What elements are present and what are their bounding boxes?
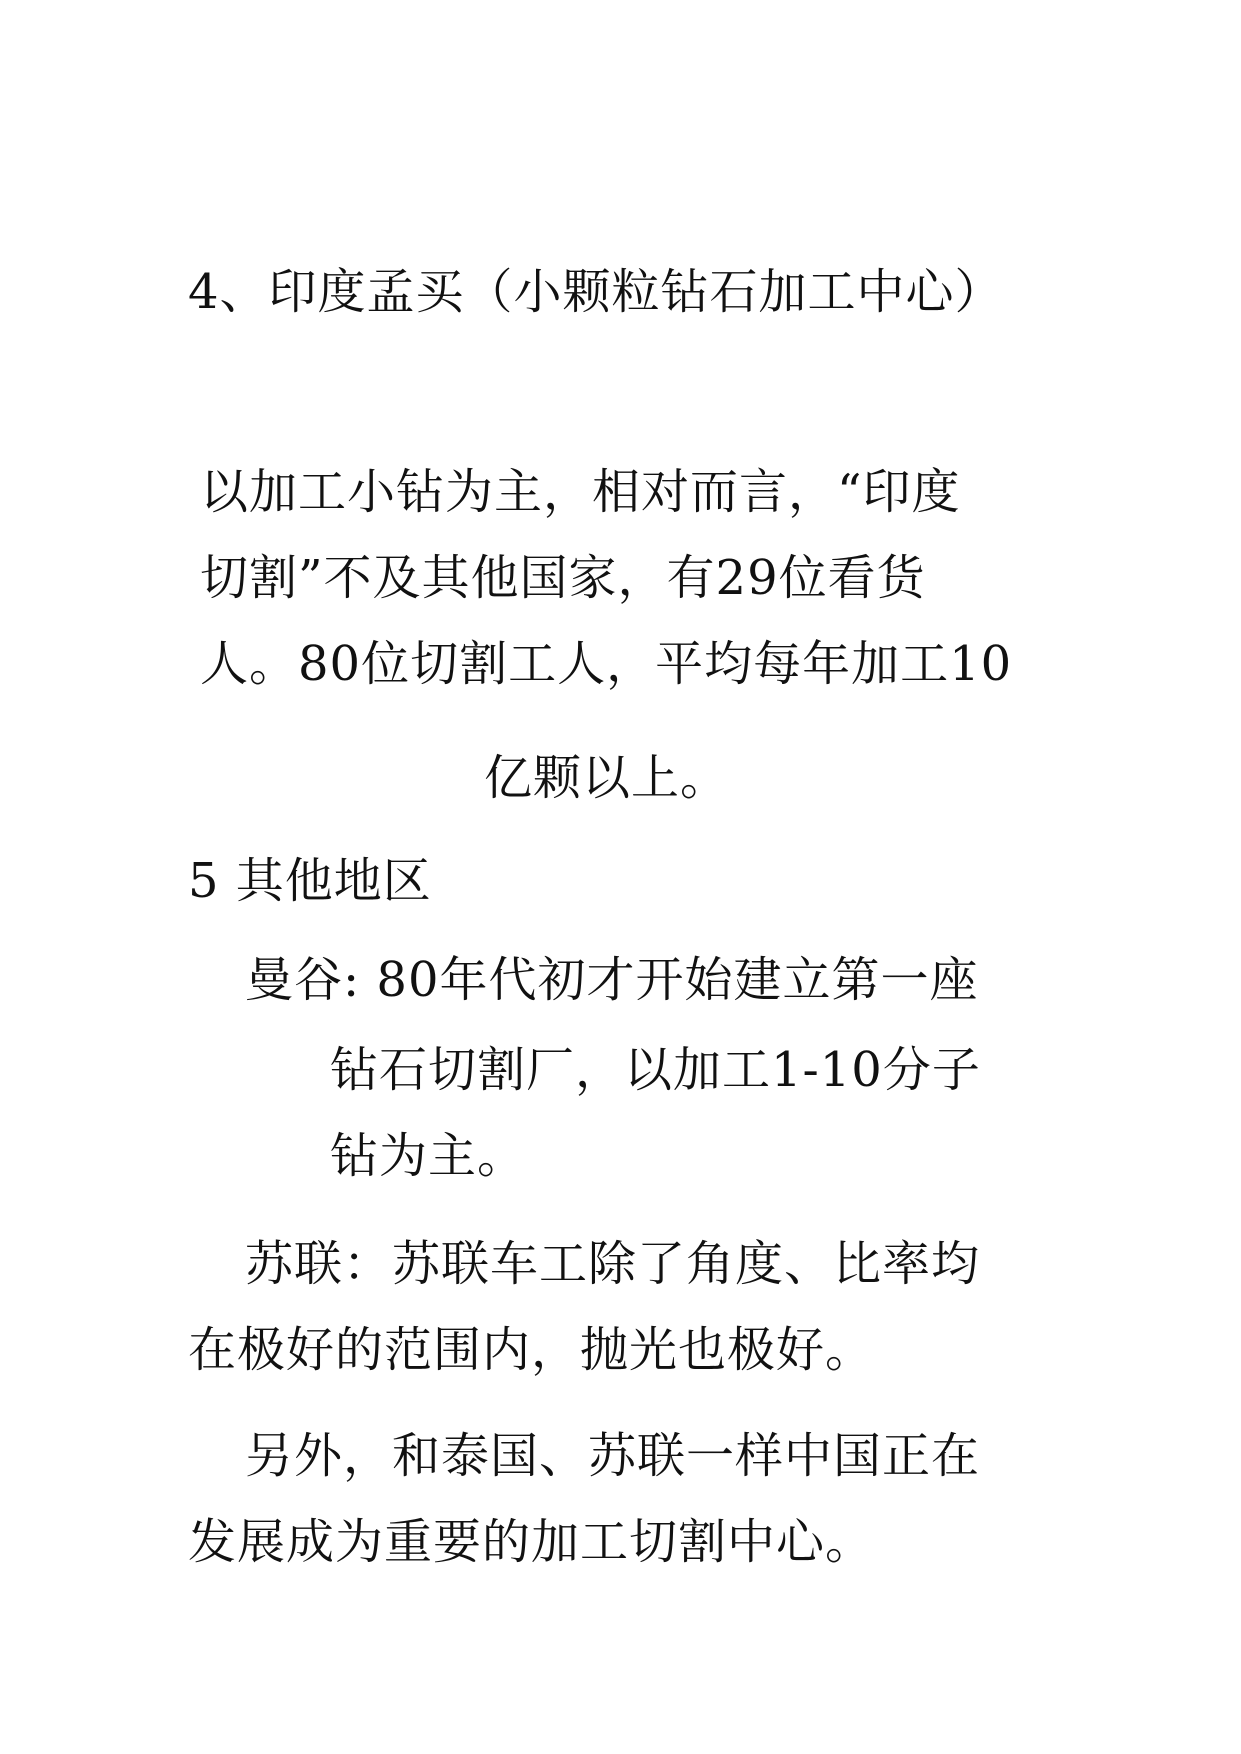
paragraph-bangkok-continuation: 钻石切割厂，以加工1-10分子 钻为主。	[330, 1042, 981, 1184]
paragraph-india: 以加工小钻为主，相对而言，“印度 切割”不及其他国家，有29位看货 人。80位切割工人，平均每年加工10	[200, 464, 1013, 692]
section-heading-other-regions: 5 其他地区	[188, 853, 432, 909]
section-heading-mumbai: 4、印度孟买（小颗粒钻石加工中心）	[188, 264, 1004, 320]
paragraph-india-last-line: 亿颗以上。	[484, 750, 730, 806]
paragraph-ussr: 苏联：苏联车工除了角度、比率均 在极好的范围内，抛光也极好。	[188, 1236, 981, 1378]
paragraph-other: 另外，和泰国、苏联一样中国正在 发展成为重要的加工切割中心。	[188, 1428, 981, 1570]
paragraph-bangkok-first-line: 曼谷: 80年代初才开始建立第一座	[245, 952, 979, 1008]
